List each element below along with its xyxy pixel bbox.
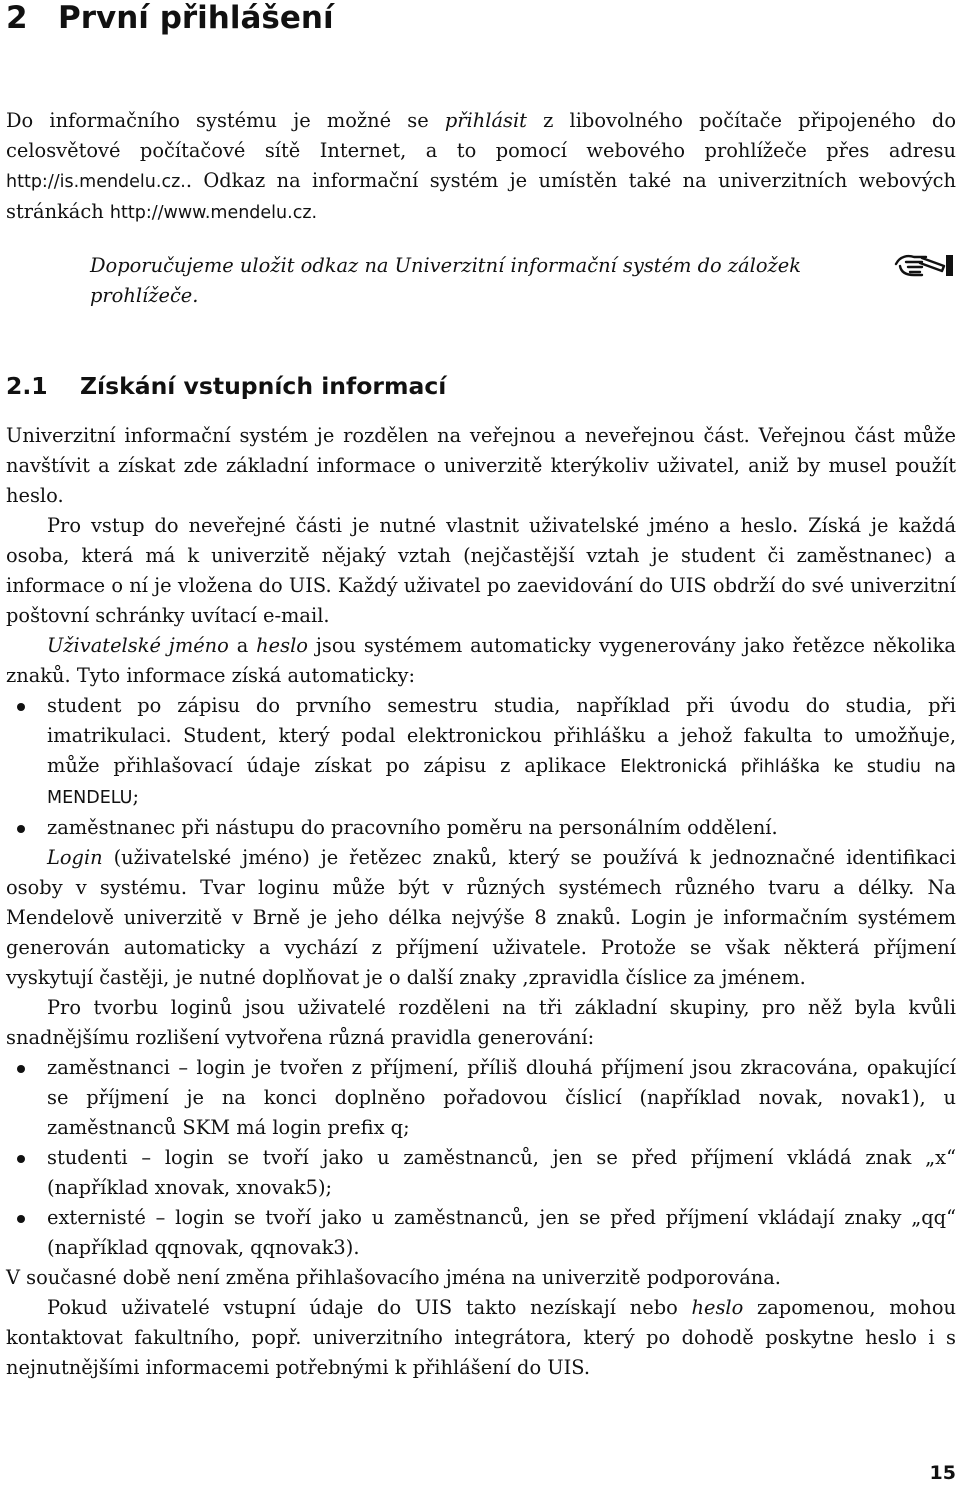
application-name: Elektronická přihláška ke studiu na MENDELU <box>47 757 957 808</box>
bullet-icon <box>17 1215 25 1223</box>
emphasis-login-term: Login <box>47 846 103 869</box>
emphasis-password: heslo <box>256 634 308 657</box>
contact-text-2: zapomenou, mohou kontaktovat fakultního, popř. univerzitního integrátora, který po dohodě poskytne heslo i s nejnutnějšími informacemi potřebnými k přihlášení do UIS. <box>6 1296 956 1379</box>
intro-text-2: z libovolného počítače připojeného do celosvětové počítačové sítě Internet, a to pomocí webového prohlížeče přes adresu <box>6 109 956 162</box>
chapter-heading <box>6 0 334 36</box>
section-title: Získání vstupních informací <box>80 372 447 400</box>
bullet-icon <box>17 825 25 833</box>
rule-students: studenti – login se tvoří jako u zaměstnanců, jen se před příjmení vkládá znak „x“ (například xnovak, xnovak5); <box>47 1146 956 1199</box>
page-number: 15 <box>929 1462 956 1484</box>
paragraph-credentials <box>6 631 956 691</box>
login-description: (uživatelské jméno) je řetězec znaků, který se používá k jednoznačné identifikaci osoby v systému. Tvar loginu může být v různých systémech různého tvaru a délky. Na Mendelově univerzitě v Brně je jeho délka nejvýše 8 znaků. Login je informačním systémem generován automaticky a vychází z příjmení uživatele. Protože se však některá příjmení vyskytují častěji, je nutné doplňovat je o další znaky ,zpravidla číslice za jménem. <box>6 846 956 989</box>
contact-text-1: Pokud uživatelé vstupní údaje do UIS takto nezískají nebo <box>47 1296 692 1319</box>
list-item <box>6 1143 956 1203</box>
section-number: 2.1 <box>6 372 48 400</box>
bullet-icon <box>17 1065 25 1073</box>
text-credentials-rest: jsou systémem automaticky vygenerovány jako řetězce několika znaků. Tyto informace získá automaticky: <box>6 634 956 687</box>
paragraph-private-part: Pro vstup do neveřejné části je nutné vlastnit uživatelské jméno a heslo. Získá je každá osoba, která má k univerzitě nějaký vztah (nejčastější vztah je student či zaměstnanec) a informace o ní je vložena do UIS. Každý uživatel po zaevidování do UIS obdrží do své univerzitní poštovní schránky uvítací e-mail. <box>6 514 956 627</box>
paragraph-public-part: Univerzitní informační systém je rozdělen na veřejnou a neveřejnou část. Veřejnou část může navštívit a získat zde základní informace o univerzitě kterýkoliv uživatel, aniž by musel použít heslo. <box>6 424 956 507</box>
paragraph-groups: Pro tvorbu loginů jsou uživatelé rozděleni na tři základní skupiny, pro něž byla kvůli snadnějšímu rozlišení vytvořena různá pravidla generování: <box>6 996 956 1049</box>
paragraph-contact <box>6 1293 956 1383</box>
bullet-icon <box>17 1155 25 1163</box>
list-item <box>6 1053 956 1143</box>
credentials-list <box>6 691 956 843</box>
bullet-icon <box>17 703 25 711</box>
login-rules-list <box>6 1053 956 1263</box>
mendelu-link[interactable]: http://www.mendelu.cz. <box>109 203 318 223</box>
paragraph-login <box>6 843 956 993</box>
intro-text-1: Do informačního systému je možné se <box>6 109 445 132</box>
chapter-number: 2 <box>6 0 28 36</box>
hand-pencil-icon <box>892 252 956 278</box>
list-item <box>6 813 956 843</box>
emphasis-password-2: heslo <box>691 1296 744 1319</box>
list-item <box>6 691 956 813</box>
rule-employees: zaměstnanci – login je tvořen z příjmení, příliš dlouhá příjmení jsou zkracována, opakující se příjmení je na konci doplněno pořadovou číslicí (například novak, novak1), u zaměstnanců SKM má login prefix q; <box>47 1056 956 1139</box>
list-item <box>6 1203 956 1263</box>
intro-text-3: . Odkaz na informační systém je umístěn také na univerzitních webových stránkách <box>6 169 956 223</box>
list-item-employee-text: zaměstnanec při nástupu do pracovního poměru na personálním oddělení. <box>47 816 778 839</box>
intro-emphasis-login: přihlásit <box>444 109 527 132</box>
text-and: a <box>228 634 257 657</box>
emphasis-username: Uživatelské jméno <box>47 634 229 657</box>
paragraph-no-change: V současné době není změna přihlašovacího jména na univerzitě podporována. <box>6 1266 781 1289</box>
intro-paragraph <box>6 106 956 228</box>
section-body <box>6 421 956 1383</box>
section-heading <box>6 371 446 401</box>
list-item-student-text: student po zápisu do prvního semestru studia, například při úvodu do studia, při imatrikulaci. Student, který podal elektronickou přihlášku a jehož fakulta to umožňuje, může přihlašovací údaje získat po zápisu z aplikace <box>47 694 956 777</box>
chapter-title: První přihlášení <box>58 0 334 36</box>
recommendation-note: Doporučujeme uložit odkaz na Univerzitní informační systém do záložek prohlížeče. <box>90 254 801 307</box>
is-link[interactable]: http://is.mendelu.cz. <box>6 172 186 192</box>
list-item-semicolon: ; <box>132 785 140 808</box>
rule-externals: externisté – login se tvoří jako u zaměstnanců, jen se před příjmení vkládají znaky „qq“ (například qqnovak, qqnovak3). <box>47 1206 956 1259</box>
